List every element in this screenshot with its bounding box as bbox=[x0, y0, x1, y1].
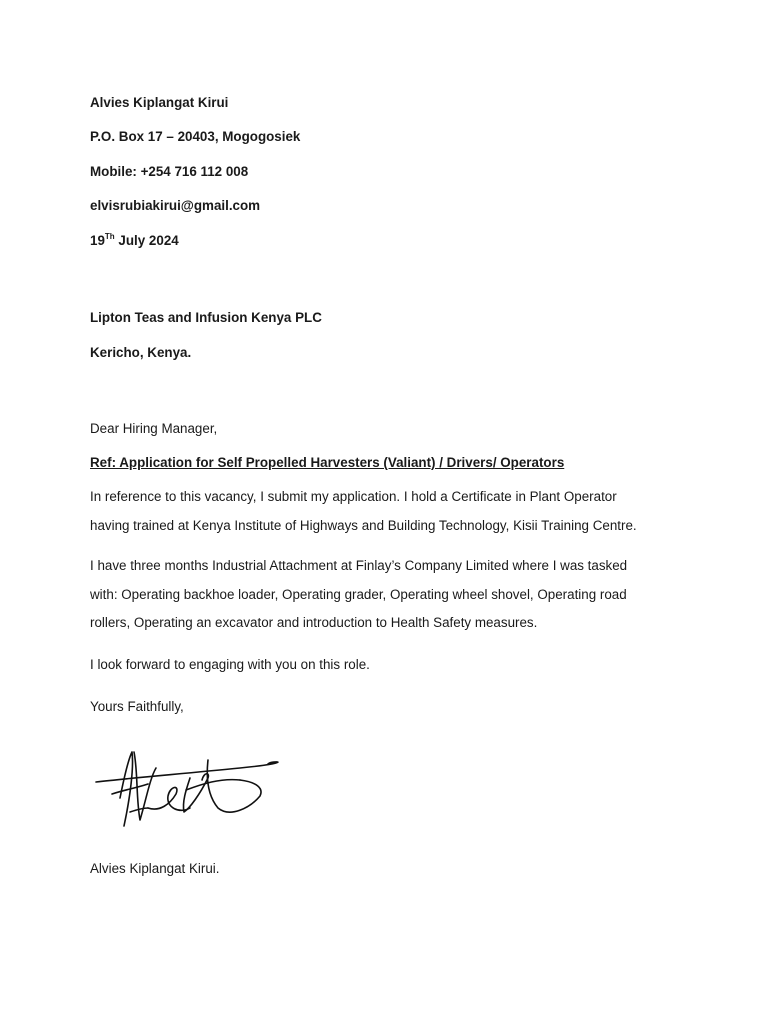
date-rest: July 2024 bbox=[114, 233, 179, 248]
paragraph-3: I look forward to engaging with you on this role. bbox=[90, 657, 370, 672]
paragraph-2-line: with: Operating backhoe loader, Operating grader, Operating wheel shovel, Operating road bbox=[90, 586, 627, 602]
paragraph-1 bbox=[90, 483, 690, 540]
letter-date bbox=[90, 232, 179, 250]
recipient-company: Lipton Teas and Infusion Kenya PLC bbox=[90, 310, 322, 325]
paragraph-2-line: rollers, Operating an excavator and introduction to Health Safety measures. bbox=[90, 615, 538, 630]
paragraph-1-line: In reference to this vacancy, I submit my application. I hold a Certificate in Plant Operator bbox=[90, 489, 617, 504]
salutation: Dear Hiring Manager, bbox=[90, 421, 218, 436]
date-day: 19 bbox=[90, 233, 105, 248]
date-suffix: Th bbox=[104, 232, 115, 241]
paragraph-1-line: having trained at Kenya Institute of Highways and Building Technology, Kisii Training Centre. bbox=[90, 517, 637, 533]
recipient-location: Kericho, Kenya. bbox=[90, 345, 192, 360]
sender-name: Alvies Kiplangat Kirui bbox=[90, 95, 229, 110]
paragraph-2-line: I have three months Industrial Attachment at Finlay’s Company Limited where I was tasked bbox=[90, 558, 628, 573]
sender-email: elvisrubiakirui@gmail.com bbox=[90, 198, 261, 213]
reference-line: Ref: Application for Self Propelled Harvesters (Valiant) / Drivers/ Operators bbox=[90, 455, 565, 470]
closing: Yours Faithfully, bbox=[90, 699, 184, 714]
paragraph-2 bbox=[90, 552, 690, 638]
sender-address: P.O. Box 17 – 20403, Mogogosiek bbox=[90, 129, 301, 144]
sender-mobile: Mobile: +254 716 112 008 bbox=[90, 164, 249, 179]
signoff-name: Alvies Kiplangat Kirui. bbox=[90, 861, 220, 876]
handwritten-signature-icon bbox=[90, 738, 280, 834]
